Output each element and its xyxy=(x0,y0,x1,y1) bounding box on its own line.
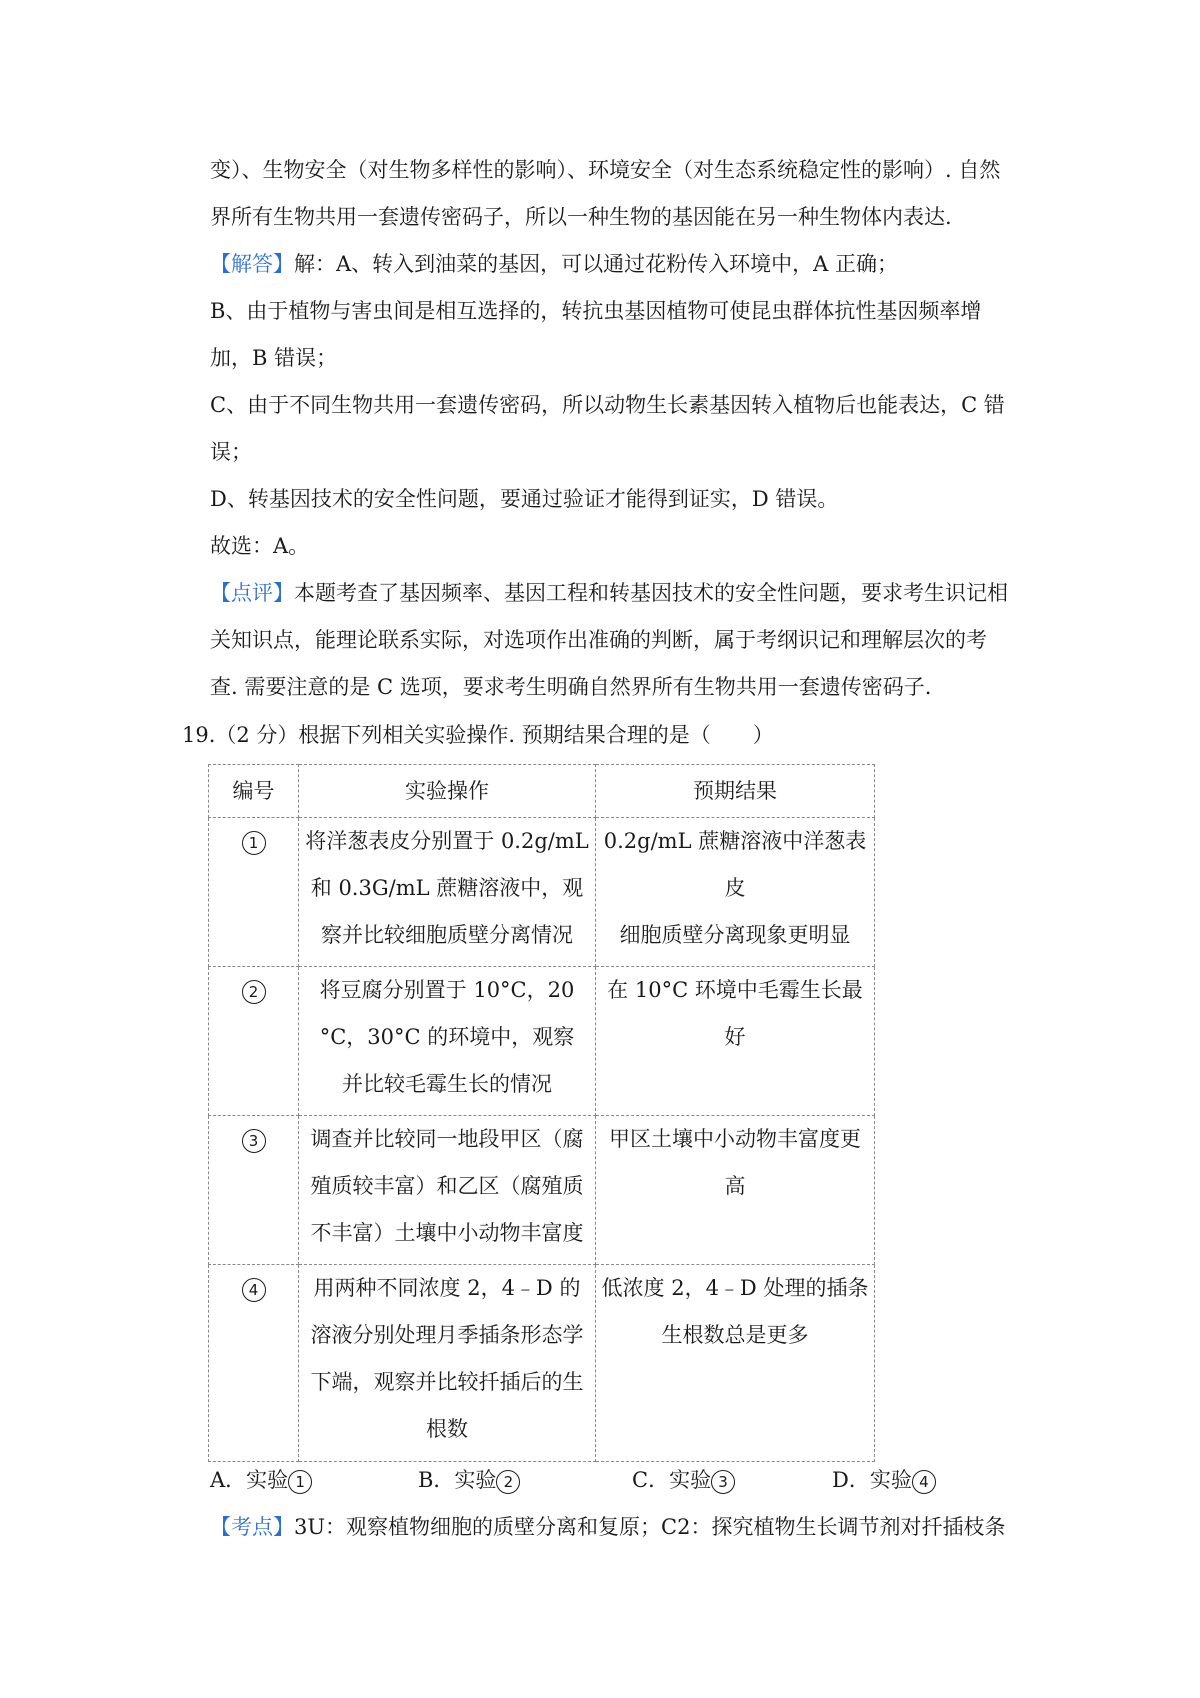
row-result xyxy=(596,967,875,1116)
kaodian-tag: 【考点】 xyxy=(210,1515,294,1539)
answer-tag: 【解答】 xyxy=(210,252,294,276)
table-header-row xyxy=(209,765,875,818)
circled-number: 2 xyxy=(496,1470,520,1494)
cell-line: 溶液分别处理月季插条形态学 xyxy=(310,1323,584,1347)
header-result: 预期结果 xyxy=(596,765,875,818)
option-c[interactable] xyxy=(632,1465,735,1495)
cell-line: 用两种不同浓度 2，4﹣D 的 xyxy=(313,1276,581,1300)
circled-number: 2 xyxy=(242,980,266,1004)
comment-line xyxy=(210,578,1008,608)
table-row xyxy=(209,967,875,1116)
row-number xyxy=(209,1116,299,1265)
cell-line: 将洋葱表皮分别置于 0.2g/mL xyxy=(305,829,589,853)
cell-line: 不丰富）土壤中小动物丰富度 xyxy=(310,1221,584,1245)
cell-line: 0.2g/mL 蔗糖溶液中洋葱表皮 xyxy=(603,829,867,900)
cell-line: 根数 xyxy=(426,1417,468,1441)
circled-number: 4 xyxy=(242,1278,266,1302)
cell-line: 调查并比较同一地段甲区（腐 xyxy=(310,1127,584,1151)
cell-line: 和 0.3G/mL 蔗糖溶液中，观 xyxy=(310,876,584,900)
table-row xyxy=(209,1116,875,1265)
cell-line: 在 10°C 环境中毛霉生长最 xyxy=(607,978,863,1002)
circled-number: 3 xyxy=(711,1470,735,1494)
explanation-line: 界所有生物共用一套遗传密码子，所以一种生物的基因能在另一种生物体内表达. xyxy=(210,205,952,229)
answer-line: 故选：A。 xyxy=(210,534,310,558)
option-label: C．实验 xyxy=(632,1468,712,1492)
answer-line: 误； xyxy=(210,440,252,464)
row-number xyxy=(209,967,299,1116)
option-label: D．实验 xyxy=(832,1468,912,1492)
cell-line: 将豆腐分别置于 10°C，20 xyxy=(319,978,575,1002)
question-19-stem: 19.（2 分）根据下列相关实验操作. 预期结果合理的是（ ） xyxy=(182,723,774,747)
circled-number: 3 xyxy=(242,1129,266,1153)
circled-number: 1 xyxy=(242,831,266,855)
cell-line: °C，30°C 的环境中，观察 xyxy=(319,1025,575,1049)
option-b[interactable] xyxy=(418,1465,520,1495)
cell-line: 低浓度 2，4﹣D 处理的插条 xyxy=(601,1276,869,1300)
cell-line: 细胞质壁分离现象更明显 xyxy=(619,923,851,947)
answer-line: C、由于不同生物共用一套遗传密码，所以动物生长素基因转入植物后也能表达，C 错 xyxy=(210,393,1005,417)
circled-number: 1 xyxy=(288,1470,312,1494)
cell-line: 甲区土壤中小动物丰富度更 xyxy=(609,1127,861,1151)
option-d[interactable] xyxy=(832,1465,936,1495)
option-a[interactable] xyxy=(210,1465,312,1495)
cell-line: 殖质较丰富）和乙区（腐殖质 xyxy=(310,1174,584,1198)
comment-text: 本题考查了基因频率、基因工程和转基因技术的安全性问题，要求考生识记相 xyxy=(294,581,1008,605)
row-result xyxy=(596,1116,875,1265)
kaodian-text: 3U：观察植物细胞的质壁分离和复原；C2：探究植物生长调节剂对扦插枝条 xyxy=(294,1515,1006,1539)
comment-tag: 【点评】 xyxy=(210,581,294,605)
row-number xyxy=(209,1265,299,1462)
cell-line: 并比较毛霉生长的情况 xyxy=(342,1072,552,1096)
table-row xyxy=(209,818,875,967)
cell-line: 好 xyxy=(724,1025,746,1049)
cell-line: 生根数总是更多 xyxy=(661,1323,809,1347)
cell-line: 高 xyxy=(724,1174,746,1198)
answer-line: D、转基因技术的安全性问题，要通过验证才能得到证实，D 错误。 xyxy=(210,487,839,511)
option-label: B．实验 xyxy=(418,1468,497,1492)
comment-line: 关知识点，能理论联系实际，对选项作出准确的判断，属于考纲识记和理解层次的考 xyxy=(210,628,987,652)
explanation-line: 变）、生物安全（对生物多样性的影响）、环境安全（对生态系统稳定性的影响）. 自然 xyxy=(210,158,1001,182)
answer-line xyxy=(210,249,898,279)
row-operation xyxy=(299,1116,596,1265)
row-operation xyxy=(299,818,596,967)
answer-line: 加，B 错误； xyxy=(210,346,338,370)
row-operation xyxy=(299,967,596,1116)
table-row xyxy=(209,1265,875,1462)
answer-line: B、由于植物与害虫间是相互选择的，转抗虫基因植物可使昆虫群体抗性基因频率增 xyxy=(210,299,982,323)
circled-number: 4 xyxy=(912,1470,936,1494)
row-result xyxy=(596,1265,875,1462)
cell-line: 下端，观察并比较扦插后的生 xyxy=(310,1370,584,1394)
row-result xyxy=(596,818,875,967)
header-operation: 实验操作 xyxy=(299,765,596,818)
answer-text: 解：A、转入到油菜的基因，可以通过花粉传入环境中，A 正确； xyxy=(294,252,899,276)
cell-line: 察并比较细胞质壁分离情况 xyxy=(321,923,573,947)
experiment-table xyxy=(208,764,875,1462)
row-operation xyxy=(299,1265,596,1462)
option-label: A．实验 xyxy=(210,1468,289,1492)
row-number xyxy=(209,818,299,967)
comment-line: 查. 需要注意的是 C 选项，要求考生明确自然界所有生物共用一套遗传密码子. xyxy=(210,675,932,699)
header-number: 编号 xyxy=(209,765,299,818)
kaodian-line xyxy=(210,1512,1006,1542)
